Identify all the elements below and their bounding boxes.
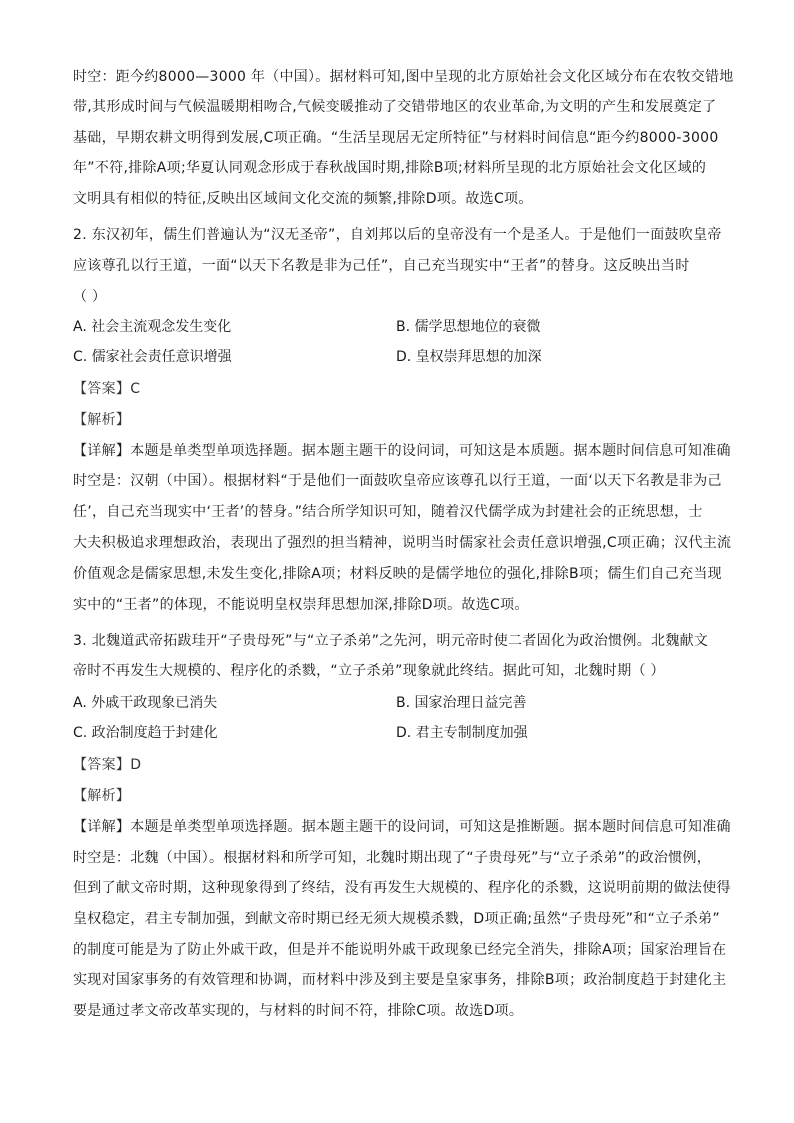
question-3-stem: 帝时不再发生大规模的、程序化的杀戮，“立子杀弟”现象就此终结。据此可知，北魏时期（ ） <box>73 663 665 679</box>
question-3-analysis-label: 【解析】 <box>73 788 131 804</box>
question-2-analysis-label: 【解析】 <box>73 412 131 428</box>
question-3-option-b: B. 国家治理日益完善 <box>396 695 527 711</box>
question-2-detail: 【详解】本题是单类型单项选择题。据本题主题干的设问词，可知这是本质题。据本题时间信息可知准确 <box>73 443 731 459</box>
question-2-detail: 实中的“王者”的体现，不能说明皇权崇拜思想加深,排除D项。故选C项。 <box>73 597 529 613</box>
question-2-detail: 时空是：汉朝（中国）。根据材料“于是他们一面鼓吹皇帝应该尊孔以行王道，一面‘以天下名教是非为己 <box>73 473 722 489</box>
question-3-detail: 但到了献文帝时期，这种现象得到了终结，没有再发生大规模的、程序化的杀戮，这说明前期的做法使得 <box>73 880 731 896</box>
question-2-option-a: A. 社会主流观念发生变化 <box>73 319 232 335</box>
question-3-option-c: C. 政治制度趋于封建化 <box>73 725 218 741</box>
question-2-detail: 大夫积极追求理想政治，表现出了强烈的担当精神，说明当时儒家社会责任意识增强,C项正确；汉代主流 <box>73 535 732 551</box>
text-line: 文明具有相似的特征,反映出区域间文化交流的频繁,排除D项。故选C项。 <box>73 191 533 207</box>
text-line: 时空：距今约8000—3000 年（中国）。据材料可知,图中呈现的北方原始社会文化区域分布在农牧交错地 <box>73 69 734 85</box>
question-3-detail: 时空是：北魏（中国）。根据材料和所学可知，北魏时期出现了“子贵母死”与“立子杀弟”的政治惯例， <box>73 850 712 866</box>
question-3-detail: 实现对国家事务的有效管理和协调，而材料中涉及到主要是皇家事务，排除B项；政治制度趋于封建化主 <box>73 972 727 988</box>
question-3-detail: 的制度可能是为了防止外戚干政，但是并不能说明外戚干政现象已经完全消失，排除A项；国家治理旨在 <box>73 942 727 958</box>
question-3-detail: 皇权稳定，君主专制加强，到献文帝时期已经无须大规模杀戮，D项正确;虽然“子贵母死”和“立子杀弟” <box>73 911 720 927</box>
question-2-blank: （ ） <box>73 289 107 305</box>
question-2-detail: 任’，自己充当现实中‘王者’的替身。”结合所学知识可知，随着汉代儒学成为封建社会的正统思想，士 <box>73 504 703 520</box>
question-3-answer: 【答案】D <box>73 757 142 773</box>
text-line: 基础，早期农耕文明得到发展,C项正确。“生活呈现居无定所特征”与材料时间信息“距今约8000-3000 <box>73 130 719 146</box>
question-3-option-d: D. 君主专制制度加强 <box>396 725 528 741</box>
question-3-detail: 【详解】本题是单类型单项选择题。据本题主题干的设问词，可知这是推断题。据本题时间信息可知准确 <box>73 819 731 835</box>
question-2-option-d: D. 皇权崇拜思想的加深 <box>396 349 542 365</box>
question-2-option-c: C. 儒家社会责任意识增强 <box>73 349 232 365</box>
text-line: 年”不符,排除A项;华夏认同观念形成于春秋战国时期,排除B项;材料所呈现的北方原始社会文化区域的 <box>73 160 707 176</box>
question-2-answer: 【答案】C <box>73 381 141 397</box>
question-2-option-b: B. 儒学思想地位的衰微 <box>396 319 541 335</box>
question-2-detail: 价值观念是儒家思想,未发生变化,排除A项；材料反映的是儒学地位的强化,排除B项；儒生们自己充当现 <box>73 566 722 582</box>
text-line: 带,其形成时间与气候温暖期相吻合,气候变暖推动了交错带地区的农业革命,为文明的产生和发展奠定了 <box>73 99 717 115</box>
question-3-option-a: A. 外戚干政现象已消失 <box>73 695 218 711</box>
question-3-detail: 要是通过孝文帝改革实现的，与材料的时间不符，排除C项。故选D项。 <box>73 1003 524 1019</box>
question-2-stem: 2. 东汉初年，儒生们普遍认为“汉无圣帝”，自刘邦以后的皇帝没有一个是圣人。于是他们一面鼓吹皇帝 <box>73 227 722 243</box>
question-3-stem: 3. 北魏道武帝拓跋珪开“子贵母死”与“立子杀弟”之先河，明元帝时使二者固化为政治惯例。北魏献文 <box>73 633 709 649</box>
question-2-stem: 应该尊孔以行王道，一面“以天下名教是非为己任”，自己充当现实中“王者”的替身。这反映出当时 <box>73 258 690 274</box>
